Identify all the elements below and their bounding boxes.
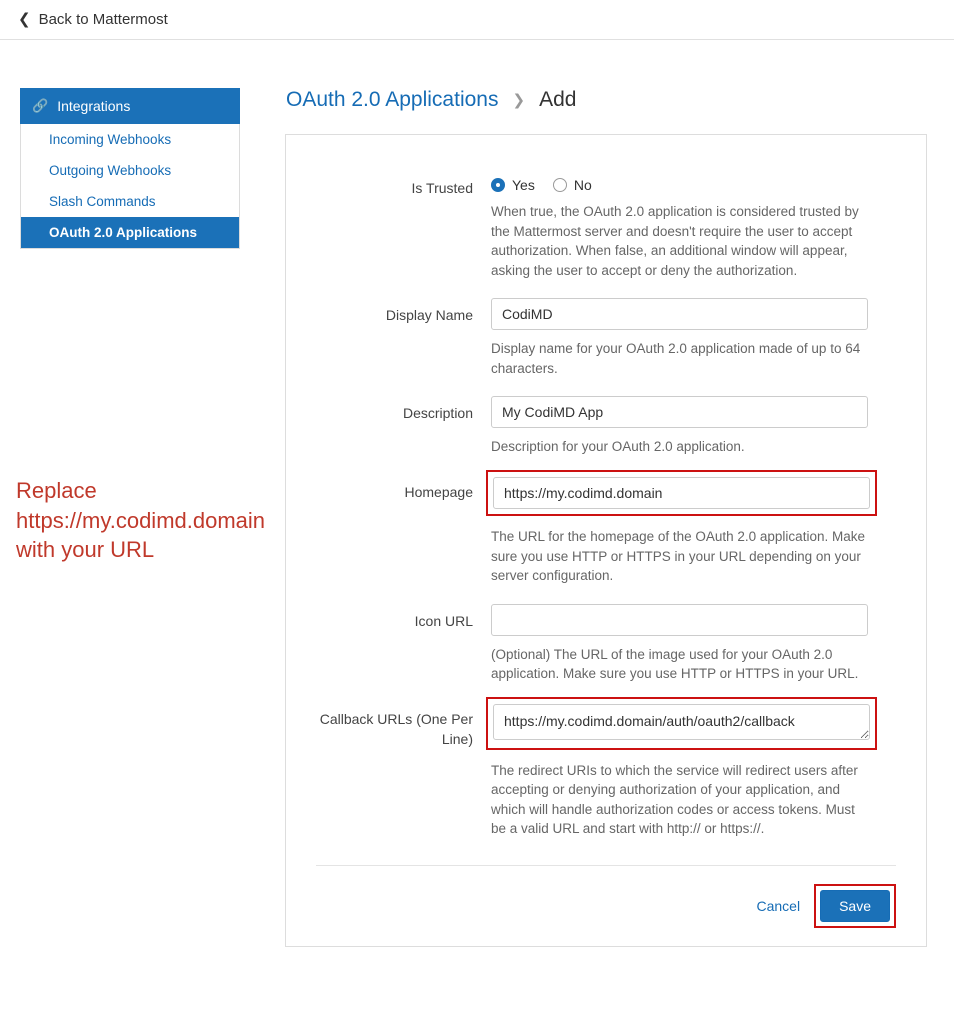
chevron-right-icon: ❯ — [512, 91, 526, 109]
callback-urls-field — [491, 702, 896, 839]
homepage-label: Homepage — [404, 483, 473, 500]
callback-urls-textarea[interactable] — [493, 704, 870, 740]
sidebar-header — [20, 88, 240, 124]
link-icon: 🔗 — [32, 98, 49, 114]
sidebar-items — [20, 124, 240, 249]
is-trusted-radio-yes[interactable] — [491, 177, 535, 193]
breadcrumb-current: Add — [539, 88, 577, 111]
sidebar-item-oauth-applications[interactable] — [21, 217, 239, 248]
description-label: Description — [402, 405, 473, 422]
is-trusted-help: When true, the OAuth 2.0 application is considered trusted by the Mattermost server and doesn't require the user to accept authorization. When false, an additional window will appear, asking the user to accept or deny the authorization. — [491, 204, 859, 278]
is-trusted-radio-no[interactable] — [553, 177, 592, 193]
field-row-homepage — [316, 475, 896, 586]
back-to-mattermost-link[interactable] — [18, 11, 168, 28]
icon-url-field — [491, 604, 896, 684]
sidebar-item-outgoing-webhooks[interactable] — [21, 155, 239, 186]
radio-selected-icon — [491, 178, 505, 192]
annotation-replace-url: Replace https://my.codimd.domain with your URL — [16, 478, 266, 563]
homepage-highlight-box — [486, 470, 877, 516]
is-trusted-yes-label: Yes — [512, 177, 535, 193]
display-name-help: Display name for your OAuth 2.0 application made of up to 64 characters. — [491, 341, 861, 376]
icon-url-input[interactable] — [491, 604, 868, 636]
icon-url-label: Icon URL — [414, 612, 473, 629]
cancel-button[interactable]: Cancel — [756, 898, 801, 914]
display-name-input[interactable] — [491, 298, 868, 330]
form-actions — [316, 866, 896, 928]
is-trusted-field — [491, 171, 896, 280]
is-trusted-label: Is Trusted — [411, 180, 473, 196]
field-row-is-trusted — [316, 171, 896, 280]
back-link-label: Back to Mattermost — [38, 11, 168, 28]
callback-urls-help: The redirect URIs to which the service will redirect users after accepting or denying authorization of your application, and which will handle authorization codes or access tokens. Must be a valid URL and start with http:// or https://. — [491, 762, 858, 837]
field-row-icon-url — [316, 604, 896, 684]
breadcrumb — [285, 88, 934, 112]
callback-urls-highlight-box — [486, 697, 877, 750]
chevron-left-icon: ❮ — [18, 10, 31, 28]
display-name-field — [491, 298, 896, 378]
sidebar-item-slash-commands[interactable] — [21, 186, 239, 217]
is-trusted-radio-group[interactable] — [491, 171, 896, 193]
oauth-app-form-card — [285, 134, 927, 947]
breadcrumb-parent-link[interactable]: OAuth 2.0 Applications — [286, 88, 499, 111]
sidebar-item-label: OAuth 2.0 Applications — [49, 225, 198, 240]
homepage-help: The URL for the homepage of the OAuth 2.0 application. Make sure you use HTTP or HTTPS in your URL depending on your server configuration. — [491, 528, 865, 584]
field-row-callback-urls — [316, 702, 896, 839]
icon-url-help: (Optional) The URL of the image used for your OAuth 2.0 application. Make sure you use HTTP or HTTPS in your URL. — [491, 646, 859, 682]
is-trusted-no-label: No — [573, 177, 592, 193]
sidebar-item-label: Incoming Webhooks — [49, 132, 172, 147]
sidebar-header-label: Integrations — [57, 98, 131, 114]
save-highlight-box — [814, 884, 896, 928]
callback-urls-label: Callback URLs (One Per Line) — [319, 710, 473, 748]
radio-unselected-icon — [553, 178, 567, 192]
description-field — [491, 396, 896, 457]
field-row-description — [316, 396, 896, 457]
save-button[interactable]: Save — [820, 890, 890, 922]
sidebar-item-incoming-webhooks[interactable] — [21, 124, 239, 155]
description-input[interactable] — [491, 396, 868, 428]
display-name-label: Display Name — [385, 307, 473, 324]
homepage-field — [491, 475, 896, 586]
sidebar-item-label: Slash Commands — [49, 194, 156, 209]
top-bar — [0, 0, 954, 40]
sidebar-item-label: Outgoing Webhooks — [49, 163, 172, 178]
field-row-display-name — [316, 298, 896, 378]
main-content — [240, 88, 954, 947]
homepage-input[interactable] — [493, 477, 870, 509]
description-help: Description for your OAuth 2.0 application. — [491, 439, 745, 455]
